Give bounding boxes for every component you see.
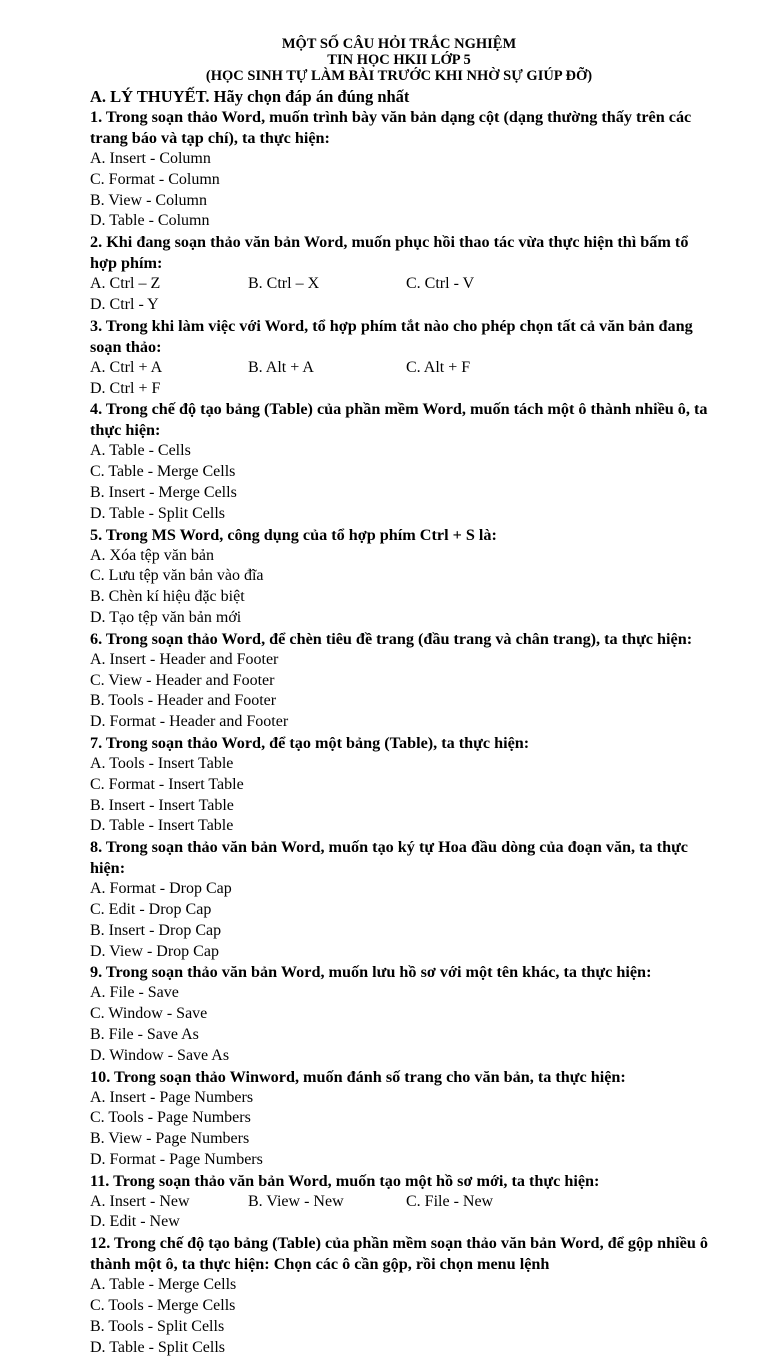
answer-option: D. Ctrl + F <box>90 379 161 397</box>
answer-option: C. Tools - Merge Cells <box>90 1297 236 1315</box>
answer-options <box>90 1088 708 1171</box>
question-block <box>90 232 708 316</box>
answer-option: C. Format - Insert Table <box>90 775 244 793</box>
question-text: 5. Trong MS Word, công dụng của tổ hợp phím Ctrl + S là: <box>90 525 497 544</box>
answer-options <box>90 546 708 629</box>
question-text: 6. Trong soạn thảo Word, để chèn tiêu đề trang (đầu trang và chân trang), ta thực hiện: <box>90 629 693 648</box>
answer-option: D. Table - Column <box>90 212 210 230</box>
answer-option: A. Insert - Header and Footer <box>90 650 279 668</box>
answer-option: D. Format - Page Numbers <box>90 1150 263 1168</box>
question-text: 2. Khi đang soạn thảo văn bản Word, muốn phục hồi thao tác vừa thực hiện thì bấm tổ hợp phím: <box>90 233 689 273</box>
question-block <box>90 629 708 733</box>
answer-option: C. Lưu tệp văn bản vào đĩa <box>90 567 264 585</box>
answer-options <box>90 358 708 400</box>
answer-option: A. File - Save <box>90 984 179 1002</box>
question-list <box>90 107 708 1358</box>
answer-option: D. View - Drop Cap <box>90 942 219 960</box>
question-block <box>90 1067 708 1171</box>
answer-option: A. Insert - Column <box>90 150 211 167</box>
answer-option: B. View - New <box>248 1192 344 1210</box>
answer-option: B. View - Column <box>90 191 207 209</box>
answer-option: B. Insert - Drop Cap <box>90 921 222 939</box>
section-title: A. LÝ THUYẾT. Hãy chọn đáp án đúng nhất <box>90 87 410 106</box>
answer-option: D. Table - Split Cells <box>90 504 226 522</box>
answer-option: A. Table - Cells <box>90 442 191 460</box>
answer-option: A. Insert - Page Numbers <box>90 1088 254 1106</box>
question-block <box>90 1171 708 1234</box>
answer-option: A. Table - Merge Cells <box>90 1276 237 1294</box>
answer-options <box>90 754 708 837</box>
question-block <box>90 733 708 837</box>
question-block <box>90 1233 708 1358</box>
question-text: 12. Trong chế độ tạo bảng (Table) của phần mềm soạn thảo văn bản Word, để gộp nhiều ô thành một ô, ta thực hiện: Chọn các ô cần gộp, rồi chọn menu lệnh <box>90 1234 708 1274</box>
answer-options <box>90 149 708 232</box>
question-text: 8. Trong soạn thảo văn bản Word, muốn tạo ký tự Hoa đầu dòng của đoạn văn, ta thực hiện: <box>90 838 688 878</box>
answer-option: A. Format - Drop Cap <box>90 880 232 898</box>
answer-options <box>90 441 708 524</box>
question-text: 11. Trong soạn thảo văn bản Word, muốn tạo một hồ sơ mới, ta thực hiện: <box>90 1171 600 1190</box>
question-text: 9. Trong soạn thảo văn bản Word, muốn lưu hồ sơ với một tên khác, ta thực hiện: <box>90 963 652 982</box>
answer-option: B. Alt + A <box>248 358 314 376</box>
answer-option: C. Table - Merge Cells <box>90 463 236 481</box>
answer-option: C. Tools - Page Numbers <box>90 1109 251 1127</box>
document-subtitle: TIN HỌC HKII LỚP 5 <box>327 52 471 68</box>
question-block <box>90 316 708 400</box>
answer-option: C. Edit - Drop Cap <box>90 900 212 918</box>
question-block <box>90 962 708 1066</box>
answer-option: D. Edit - New <box>90 1213 180 1231</box>
answer-option: B. Insert - Merge Cells <box>90 483 237 501</box>
answer-options <box>90 983 708 1066</box>
answer-option: D. Window - Save As <box>90 1046 230 1064</box>
question-text: 10. Trong soạn thảo Winword, muốn đánh số trang cho văn bản, ta thực hiện: <box>90 1067 626 1086</box>
question-block <box>90 837 708 962</box>
answer-option: D. Ctrl - Y <box>90 295 159 313</box>
answer-option: A. Xóa tệp văn bản <box>90 546 214 564</box>
question-text: 4. Trong chế độ tạo bảng (Table) của phần mềm Word, muốn tách một ô thành nhiều ô, ta thực hiện: <box>90 400 708 440</box>
answer-option: D. Table - Insert Table <box>90 817 234 835</box>
answer-option: C. Alt + F <box>406 358 471 376</box>
question-block <box>90 107 708 232</box>
question-block <box>90 399 708 524</box>
answer-option: D. Table - Split Cells <box>90 1338 226 1356</box>
answer-option: B. Tools - Header and Footer <box>90 692 277 710</box>
answer-option: B. View - Page Numbers <box>90 1130 250 1148</box>
answer-options <box>90 274 708 316</box>
document-title: MỘT SỐ CÂU HỎI TRẮC NGHIỆM <box>281 36 517 52</box>
answer-option: A. Ctrl + A <box>90 358 163 376</box>
answer-options <box>90 1192 708 1234</box>
answer-option: A. Tools - Insert Table <box>90 754 234 772</box>
answer-option: A. Ctrl – Z <box>90 275 161 293</box>
question-text: 1. Trong soạn thảo Word, muốn trình bày văn bản dạng cột (dạng thường thấy trên các trang báo và tạp chí), ta thực hiện: <box>90 108 692 147</box>
answer-option: C. File - New <box>406 1192 494 1210</box>
answer-options <box>90 1275 708 1358</box>
answer-option: D. Format - Header and Footer <box>90 713 289 731</box>
answer-option: B. Insert - Insert Table <box>90 796 234 814</box>
answer-option: C. View - Header and Footer <box>90 671 275 689</box>
answer-option: D. Tạo tệp văn bản mới <box>90 608 242 626</box>
answer-option: B. File - Save As <box>90 1025 199 1043</box>
question-text: 3. Trong khi làm việc với Word, tổ hợp phím tắt nào cho phép chọn tất cả văn bản đang soạn thảo: <box>90 316 693 356</box>
answer-option: C. Format - Column <box>90 170 220 188</box>
answer-option: B. Ctrl – X <box>248 275 320 293</box>
answer-option: B. Chèn kí hiệu đặc biệt <box>90 588 245 606</box>
question-text: 7. Trong soạn thảo Word, để tạo một bảng (Table), ta thực hiện: <box>90 733 530 752</box>
document-note: (HỌC SINH TỰ LÀM BÀI TRƯỚC KHI NHỜ SỰ GIÚP ĐỠ) <box>205 68 593 84</box>
answer-options <box>90 879 708 962</box>
answer-option: C. Window - Save <box>90 1005 208 1023</box>
answer-option: C. Ctrl - V <box>406 275 475 293</box>
answer-option: A. Insert - New <box>90 1192 190 1210</box>
question-block <box>90 525 708 629</box>
answer-options <box>90 650 708 733</box>
answer-option: B. Tools - Split Cells <box>90 1317 225 1335</box>
